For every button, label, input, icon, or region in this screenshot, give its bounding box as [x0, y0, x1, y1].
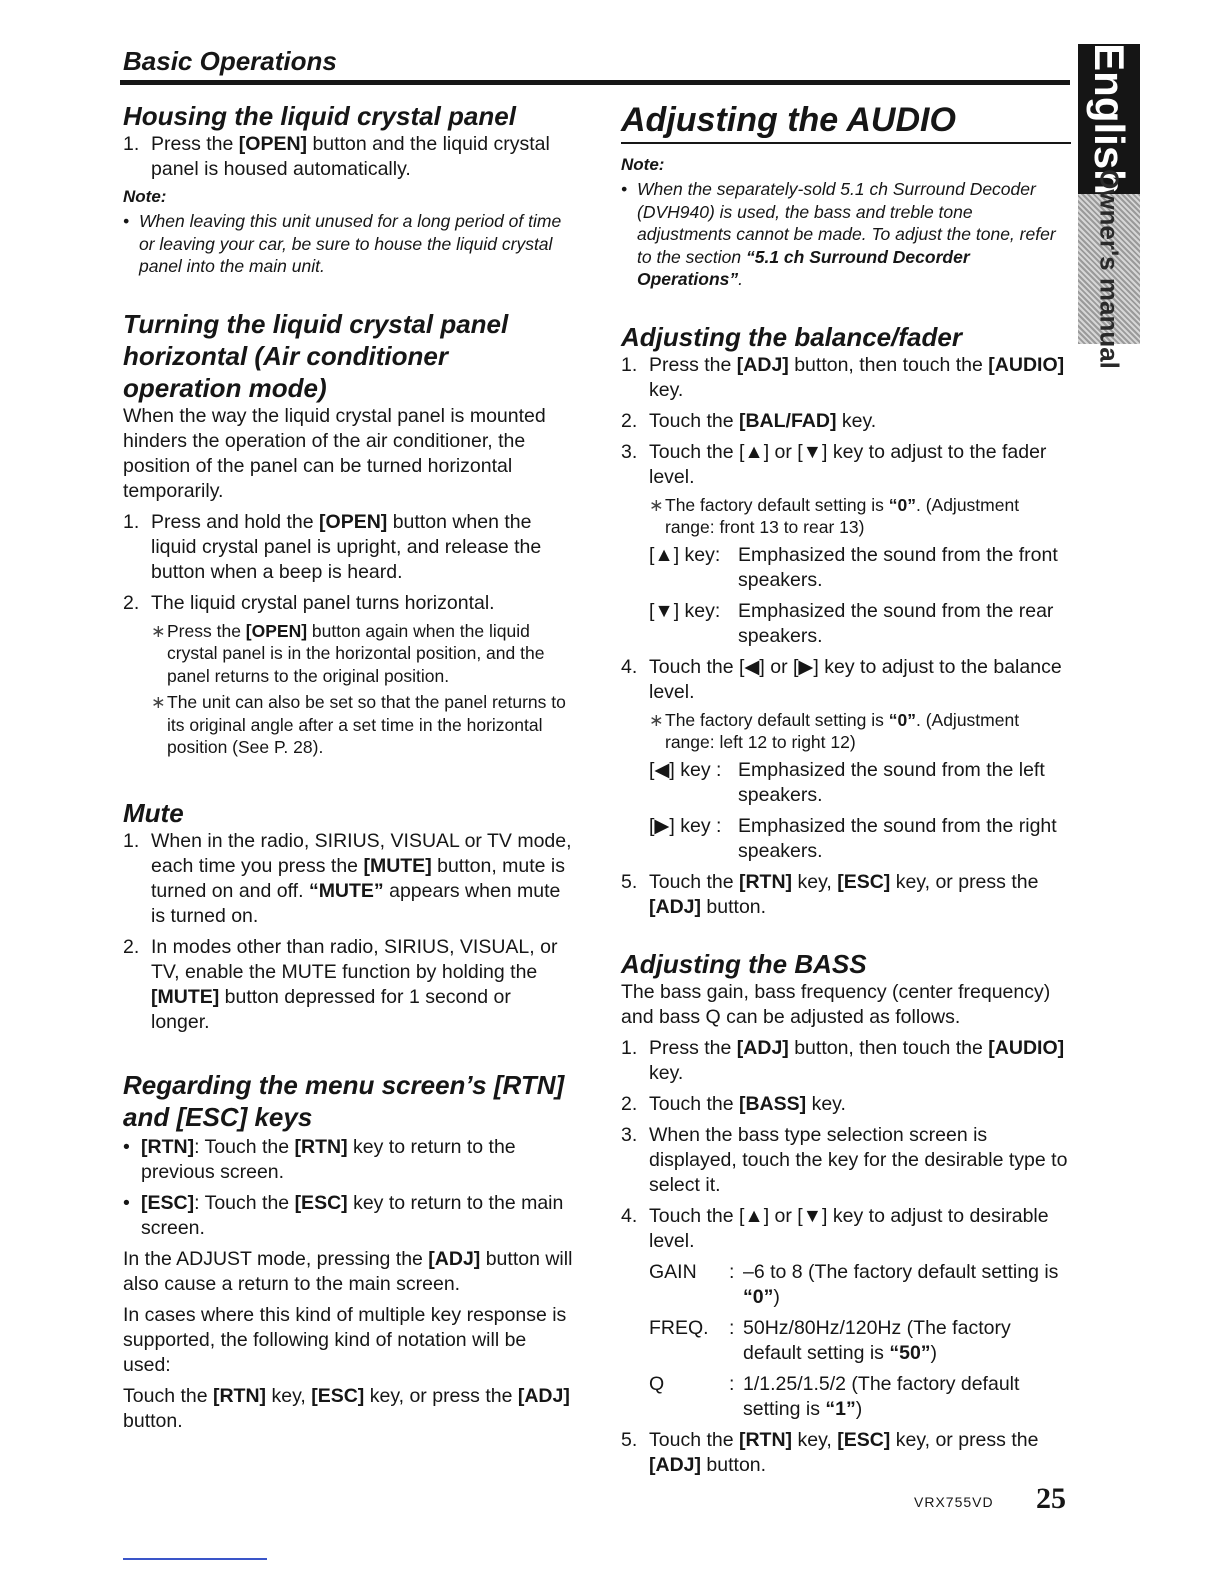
esc-bullet: • [ESC]: Touch the [ESC] key to return to the main screen.	[123, 1191, 564, 1239]
left-arrow-icon: ◀	[744, 655, 760, 678]
rtn-bullet: • [RTN]: Touch the [RTN] key to return to the previous screen.	[123, 1135, 516, 1183]
turning-asterisk-1: ∗ Press the [OPEN] button again when the liquid crystal panel is in the horizontal position, and the panel returns to the original position.	[151, 620, 545, 686]
language-side-tab	[1078, 43, 1140, 369]
left-key-desc: [◀] key : Emphasized the sound from the left speakers.	[649, 758, 1045, 806]
section-header: Basic Operations	[123, 46, 337, 76]
housing-title: Housing the liquid crystal panel	[123, 101, 516, 131]
down-arrow-icon: ▼	[802, 1204, 823, 1227]
balance-step-5: 5. Touch the [RTN] key, [ESC] key, or press the [ADJ] button.	[621, 870, 1039, 918]
up-arrow-icon: ▲	[744, 440, 764, 463]
q-setting: Q : 1/1.25/1.5/2 (The factory default setting is “1”)	[649, 1372, 1020, 1420]
balance-asterisk-2: ∗ The factory default setting is “0”. (Adjustment range: left 12 to right 12)	[649, 709, 1020, 752]
balance-step-1: 1. Press the [ADJ] button, then touch the [AUDIO] key.	[621, 353, 1065, 401]
down-key-desc: [▼] key: Emphasized the sound from the rear speakers.	[649, 599, 1054, 647]
adjust-mode-paragraph: In the ADJUST mode, pressing the [ADJ] button will also cause a return to the main screen.	[123, 1247, 573, 1295]
mute-title: Mute	[123, 797, 184, 828]
housing-note-text: • When leaving this unit unused for a long period of time or leaving your car, be sure to house the liquid crystal panel into the main unit.	[123, 211, 562, 276]
bass-step-3: 3. When the bass type selection screen is displayed, touch the key for the desirable type to select it.	[621, 1123, 1068, 1196]
notation-paragraph: In cases where this kind of multiple key response is supported, the following kind of notation will be used:	[123, 1303, 567, 1376]
turning-title: Turning the liquid crystal panel horizontal (Air conditioner operation mode)	[123, 308, 509, 403]
mute-step-2: 2. In modes other than radio, SIRIUS, VISUAL, or TV, enable the MUTE function by holding the [MUTE] button depressed for 1 second or longer.	[123, 935, 558, 1033]
bass-title: Adjusting the BASS	[621, 948, 867, 979]
audio-note-text: • When the separately-sold 5.1 ch Surround Decoder (DVH940) is used, the bass and treble tone adjustments cannot be made. To adjust the tone, refer to the section “5.1 ch Surround Decorder Operations”.	[621, 179, 1056, 289]
balance-step-4: 4. Touch the [◀] or [▶] key to adjust to the balance level.	[621, 655, 1062, 703]
bottom-rule	[123, 1558, 267, 1560]
down-arrow-icon: ▼	[802, 440, 823, 463]
turning-intro: When the way the liquid crystal panel is mounted hinders the operation of the air conditioner, the position of the panel can be turned horizontal temporarily.	[123, 404, 546, 502]
audio-note-label: Note:	[621, 155, 665, 174]
mute-step-1: 1. When in the radio, SIRIUS, VISUAL or TV mode, each time you press the [MUTE] button, mute is turned on and off. “MUTE” appears when mute is turned on.	[123, 829, 572, 927]
bass-step-1: 1. Press the [ADJ] button, then touch the [AUDIO] key.	[621, 1036, 1065, 1084]
freq-setting: FREQ. : 50Hz/80Hz/120Hz (The factory default setting is “50”)	[649, 1316, 1011, 1364]
up-arrow-icon: ▲	[744, 1204, 764, 1227]
balance-step-2: 2. Touch the [BAL/FAD] key.	[621, 409, 877, 432]
notation-example: Touch the [RTN] key, [ESC] key, or press the [ADJ] button.	[123, 1384, 570, 1432]
bass-step-5: 5. Touch the [RTN] key, [ESC] key, or press the [ADJ] button.	[621, 1428, 1039, 1476]
gain-setting: GAIN : –6 to 8 (The factory default setting is “0”)	[649, 1260, 1059, 1308]
turning-step-1: 1. Press and hold the [OPEN] button when the liquid crystal panel is upright, and release the button when a beep is heard.	[123, 510, 542, 583]
right-key-desc: [▶] key : Emphasized the sound from the right speakers.	[649, 814, 1057, 862]
housing-step-1: 1. Press the [OPEN] button and the liquid crystal panel is housed automatically.	[123, 133, 550, 180]
turning-asterisk-2: ∗ The unit can also be set so that the panel returns to its original angle after a set time in the horizontal position (See P. 28).	[151, 692, 566, 757]
audio-title: Adjusting the AUDIO	[621, 100, 1071, 144]
bass-intro: The bass gain, bass frequency (center frequency) and bass Q can be adjusted as follows.	[621, 980, 1051, 1028]
balance-step-3: 3. Touch the [▲] or [▼] key to adjust to the fader level.	[621, 440, 1047, 488]
side-tab-label: Owner's manual	[1094, 169, 1125, 369]
right-arrow-icon: ▶	[798, 655, 814, 678]
bass-step-2: 2. Touch the [BASS] key.	[621, 1092, 846, 1115]
turning-step-2: 2. The liquid crystal panel turns horizontal.	[123, 591, 495, 614]
header-rule	[120, 80, 1070, 85]
housing-note-label: Note:	[123, 187, 167, 206]
right-column	[621, 100, 1071, 1478]
side-tab-language: English	[1086, 43, 1133, 195]
model-number: VRX755VD	[914, 1494, 994, 1510]
left-column	[123, 100, 573, 1434]
rtn-esc-title: Regarding the menu screen’s [RTN] and [ESC] keys	[123, 1069, 565, 1132]
balance-asterisk-1: ∗ The factory default setting is “0”. (Adjustment range: front 13 to rear 13)	[649, 494, 1020, 537]
bass-step-4: 4. Touch the [▲] or [▼] key to adjust to desirable level.	[621, 1204, 1049, 1252]
page-number: 25	[1036, 1482, 1066, 1515]
balance-title: Adjusting the balance/fader	[621, 321, 962, 352]
up-key-desc: [▲] key: Emphasized the sound from the front speakers.	[649, 543, 1058, 591]
